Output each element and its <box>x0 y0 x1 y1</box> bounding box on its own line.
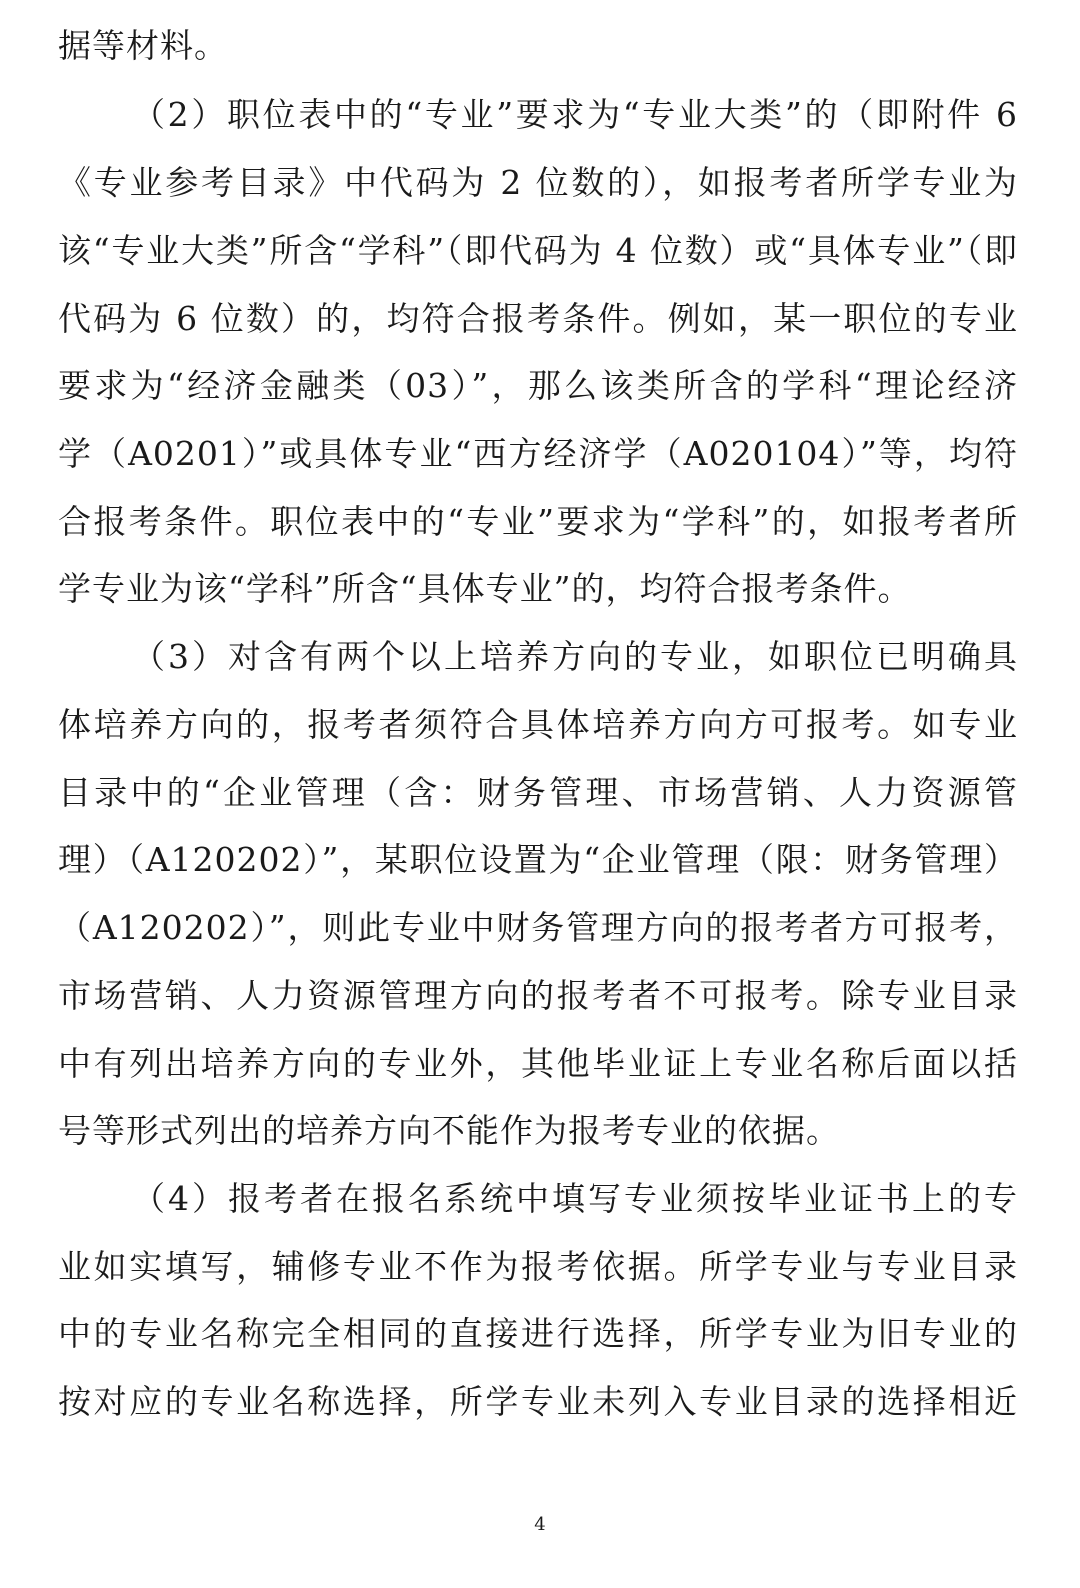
text-line: 据等材料。 <box>58 26 228 65</box>
text-line: 《专业参考目录》中代码为 2 位数的），如报考者所学专业为 <box>58 163 1018 202</box>
text-line: 理）（A120202）”，某职位设置为“企业管理（限：财务管理） <box>58 840 1018 879</box>
text-line: 中有列出培养方向的专业外，其他毕业证上专业名称后面以括 <box>58 1044 1018 1083</box>
text-line: 合报考条件。职位表中的“专业”要求为“学科”的，如报考者所 <box>58 502 1018 541</box>
text-line: 要求为“经济金融类（03）”，那么该类所含的学科“理论经济 <box>58 366 1018 405</box>
text-line: 体培养方向的，报考者须符合具体培养方向方可报考。如专业 <box>58 705 1018 744</box>
paragraph-3-line: （3）对含有两个以上培养方向的专业，如职位已明确具 <box>132 637 1018 676</box>
text-line: （A120202）”，则此专业中财务管理方向的报考者方可报考， <box>58 908 1018 947</box>
text-line: 代码为 6 位数）的，均符合报考条件。例如，某一职位的专业 <box>58 299 1018 338</box>
text-line: 号等形式列出的培养方向不能作为报考专业的依据。 <box>58 1111 840 1150</box>
text-line: 该“专业大类”所含“学科”（即代码为 4 位数）或“具体专业”（即 <box>58 231 1018 270</box>
text-line: 目录中的“企业管理（含：财务管理、市场营销、人力资源管 <box>58 773 1018 812</box>
paragraph-4-line: （4）报考者在报名系统中填写专业须按毕业证书上的专 <box>132 1179 1018 1218</box>
text-line: 市场营销、人力资源管理方向的报考者不可报考。除专业目录 <box>58 976 1018 1015</box>
text-line: 中的专业名称完全相同的直接进行选择，所学专业为旧专业的 <box>58 1314 1018 1353</box>
page-number: 4 <box>534 1514 546 1535</box>
text-line: 学（A0201）”或具体专业“西方经济学（A020104）”等，均符 <box>58 434 1018 473</box>
text-line: 按对应的专业名称选择，所学专业未列入专业目录的选择相近 <box>58 1382 1018 1421</box>
text-line: 业如实填写，辅修专业不作为报考依据。所学专业与专业目录 <box>58 1247 1018 1286</box>
text-line: 学专业为该“学科”所含“具体专业”的，均符合报考条件。 <box>58 569 912 608</box>
paragraph-2-line: （2）职位表中的“专业”要求为“专业大类”的（即附件 6 <box>132 95 1018 134</box>
